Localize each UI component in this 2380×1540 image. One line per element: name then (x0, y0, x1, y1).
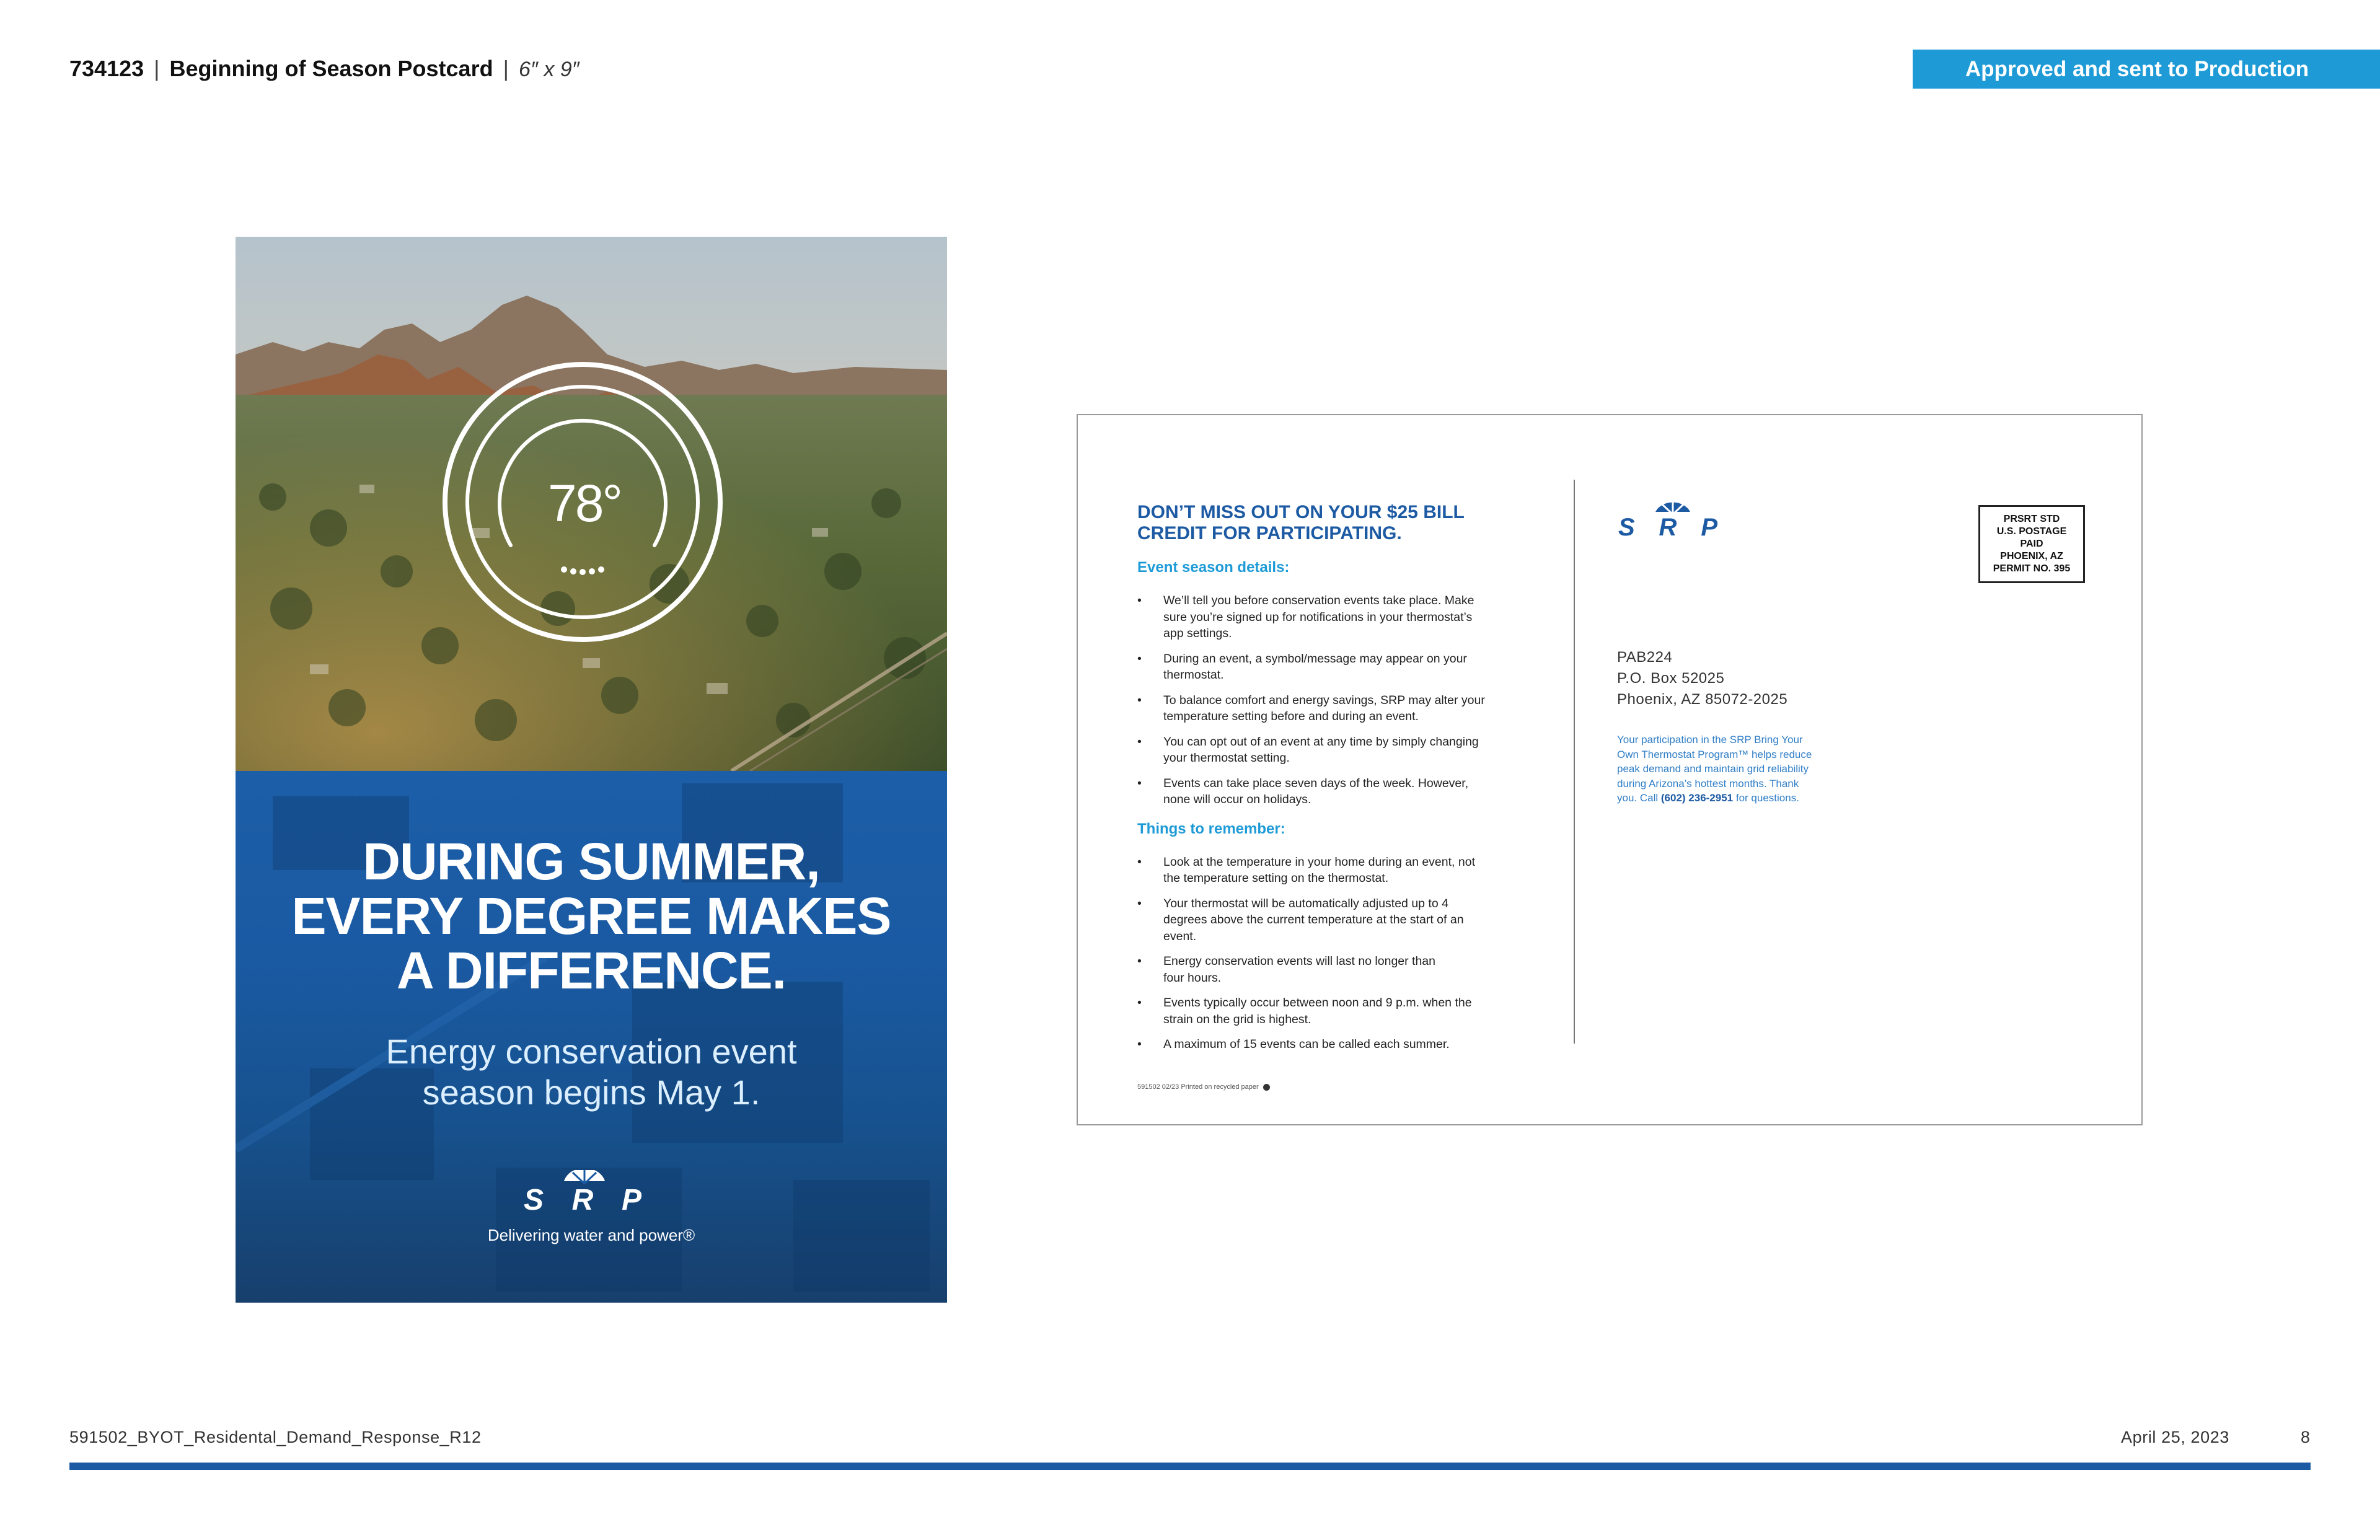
postcard-front (236, 237, 947, 1303)
list-item: • Energy conservation events will last no longer than four hours. (1137, 953, 1546, 986)
list-item: • Events can take place seven days of the week. However, none will occur on holidays. (1137, 775, 1546, 808)
header-separator: | (503, 56, 509, 81)
status-badge: Approved and sent to Production (1913, 50, 2380, 89)
event-details-heading: Event season details: (1137, 559, 1290, 576)
footer-date: April 25, 2023 (2121, 1428, 2230, 1446)
event-details-list (1137, 592, 1546, 808)
remember-list (1137, 854, 1546, 1053)
indicia-line: PERMIT NO. 395 (1993, 563, 2071, 574)
back-headline (1137, 502, 1546, 544)
srp-logo (521, 1170, 645, 1213)
remember-heading: Things to remember: (1137, 820, 1285, 837)
back-headline-line: DON’T MISS OUT ON YOUR $25 BILL (1137, 502, 1465, 522)
note-text: you. Call (1617, 792, 1661, 804)
postage-indicia (1978, 505, 2085, 583)
print-code (1137, 1083, 1270, 1091)
list-item: • Events typically occur between noon and 9 p.m. when the strain on the grid is highest. (1137, 995, 1546, 1027)
list-item: • To balance comfort and energy savings, SRP may alter your temperature setting before and during an event. (1137, 692, 1546, 725)
job-number: 734123 (69, 56, 144, 81)
address-line: PAB224 (1617, 649, 1673, 666)
page-number: 8 (2301, 1428, 2311, 1446)
indicia-line: PRSRT STD (2003, 514, 2060, 524)
srp-logo (1617, 502, 1722, 539)
document-size: 6″ x 9″ (518, 58, 580, 81)
header-separator: | (154, 56, 160, 81)
note-line: Your participation in the SRP Bring Your (1617, 734, 1803, 746)
back-divider (1574, 480, 1575, 1044)
list-item: • During an event, a symbol/message may appear on your thermostat. (1137, 651, 1546, 684)
note-line: Own Thermostat Program™ helps reduce (1617, 748, 1812, 760)
front-subhead (236, 1031, 947, 1113)
return-address (1617, 647, 1787, 710)
headline-line: A DIFFERENCE. (397, 941, 786, 1000)
postcard-back (1077, 414, 2143, 1125)
note-line (1617, 791, 1840, 806)
back-headline-line: CREDIT FOR PARTICIPATING. (1137, 523, 1402, 543)
back-message-column (1137, 502, 1546, 1062)
note-text: for questions. (1733, 792, 1799, 804)
program-note (1617, 733, 1840, 806)
recycle-icon (1263, 1084, 1270, 1091)
address-line: Phoenix, AZ 85072-2025 (1617, 691, 1788, 708)
phone-number: (602) 236-2951 (1660, 792, 1734, 804)
list-item: • You can opt out of an event at any time by simply changing your thermostat setting. (1137, 734, 1546, 767)
address-line: P.O. Box 52025 (1617, 670, 1725, 687)
indicia-line: PAID (2020, 539, 2043, 549)
subhead-line: season begins May 1. (422, 1073, 760, 1112)
subhead-line: Energy conservation event (386, 1032, 797, 1071)
indicia-line: PHOENIX, AZ (2000, 551, 2063, 561)
thermostat-temperature: 78° (547, 474, 622, 532)
svg-text:SRP: SRP (1618, 514, 1717, 539)
note-line: peak demand and maintain grid reliability (1617, 763, 1809, 775)
list-item: • A maximum of 15 events can be called each summer. (1137, 1036, 1546, 1053)
list-item: • Look at the temperature in your home during an event, not the temperature setting on the thermostat. (1137, 854, 1546, 887)
front-message-panel (236, 771, 947, 1303)
footer-filename: 591502_BYOT_Residental_Demand_Response_R12 (69, 1428, 482, 1446)
document-title: Beginning of Season Postcard (169, 56, 493, 81)
footer-rule (69, 1463, 2311, 1470)
headline-line: EVERY DEGREE MAKES (291, 887, 891, 945)
list-item: • Your thermostat will be automatically adjusted up to 4 degrees above the current temperature at the start of an event. (1137, 895, 1546, 945)
headline-line: DURING SUMMER, (363, 832, 820, 891)
print-code-text: 591502 02/23 Printed on recycled paper (1137, 1083, 1259, 1091)
front-tagline: Delivering water and power® (487, 1226, 695, 1244)
indicia-line: U.S. POSTAGE (1996, 526, 2067, 537)
list-item: • We’ll tell you before conservation events take place. Make sure you’re signed up for notifications in your thermostat’s app settings. (1137, 592, 1546, 642)
svg-text:SRP: SRP (524, 1184, 641, 1213)
page-header-title (69, 56, 580, 82)
front-headline (236, 834, 947, 998)
note-line: during Arizona’s hottest months. Thank (1617, 777, 1799, 790)
